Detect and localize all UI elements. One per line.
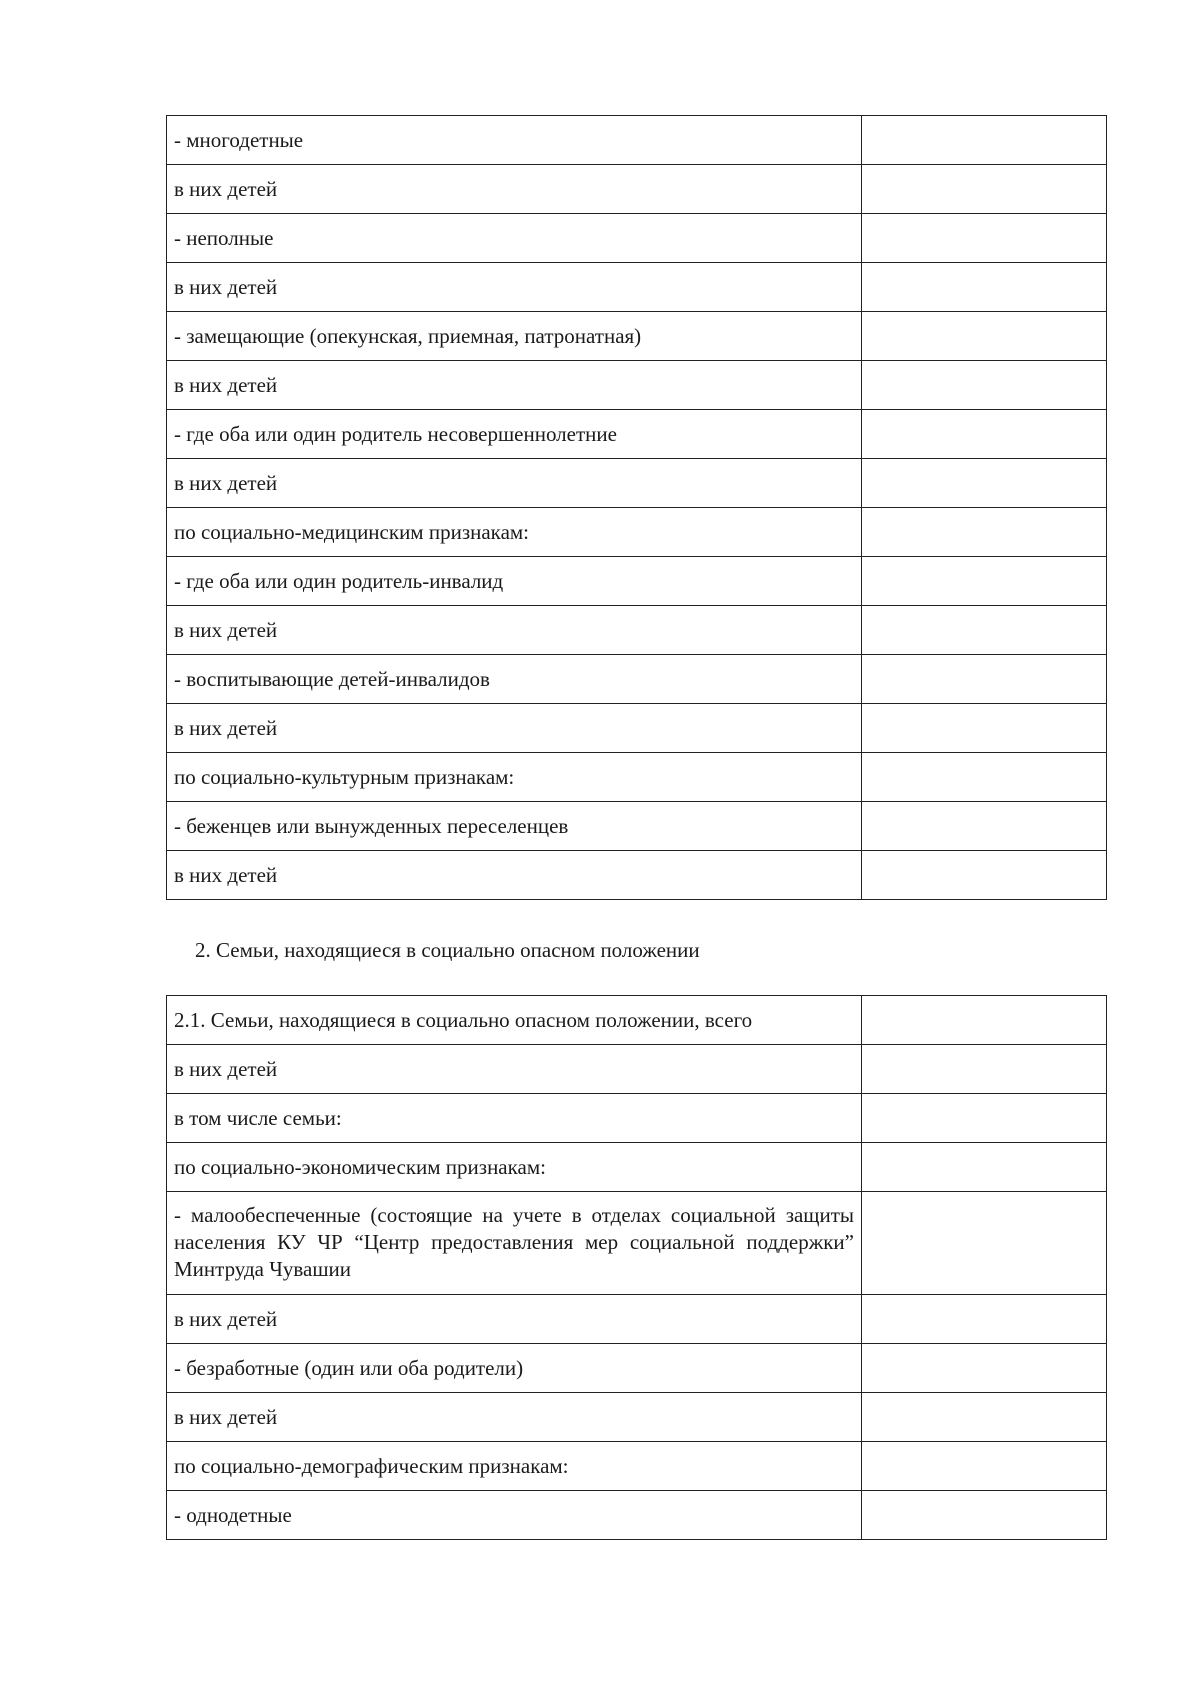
row-value-cell: [862, 704, 1107, 753]
table-row: [167, 361, 1107, 410]
table-row: [167, 1393, 1107, 1442]
row-value-cell: [862, 996, 1107, 1045]
row-value-cell: [862, 1295, 1107, 1344]
row-label: - беженцев или вынужденных переселенцев: [167, 802, 862, 851]
row-value-cell: [862, 1442, 1107, 1491]
row-value-cell: [862, 165, 1107, 214]
table-row: [167, 851, 1107, 900]
row-label: в них детей: [167, 361, 862, 410]
row-label: по социально-культурным признакам:: [167, 753, 862, 802]
row-label: - однодетные: [167, 1491, 862, 1540]
row-value-cell: [862, 1143, 1107, 1192]
table-row: [167, 1491, 1107, 1540]
row-value-cell: [862, 459, 1107, 508]
row-label: - многодетные: [167, 116, 862, 165]
row-label: - безработные (один или оба родители): [167, 1344, 862, 1393]
row-label: в них детей: [167, 606, 862, 655]
families-table-1: [166, 115, 1107, 900]
row-label: в них детей: [167, 263, 862, 312]
row-value-cell: [862, 1045, 1107, 1094]
row-label: по социально-экономическим признакам:: [167, 1143, 862, 1192]
row-value-cell: [862, 312, 1107, 361]
table-row: [167, 1094, 1107, 1143]
row-value-cell: [862, 802, 1107, 851]
row-value-cell: [862, 410, 1107, 459]
row-value-cell: [862, 1192, 1107, 1295]
table-row: [167, 165, 1107, 214]
table-row: [167, 1442, 1107, 1491]
row-value-cell: [862, 753, 1107, 802]
table-row: [167, 606, 1107, 655]
table-row: [167, 655, 1107, 704]
table-row: [167, 1045, 1107, 1094]
table-row: [167, 704, 1107, 753]
row-value-cell: [862, 606, 1107, 655]
table-row: [167, 1344, 1107, 1393]
table-row: [167, 557, 1107, 606]
row-label: - где оба или один родитель-инвалид: [167, 557, 862, 606]
table-row: [167, 116, 1107, 165]
row-label: - замещающие (опекунская, приемная, патронатная): [167, 312, 862, 361]
table-row: [167, 508, 1107, 557]
table-row: [167, 753, 1107, 802]
table-row: [167, 1143, 1107, 1192]
row-label: в них детей: [167, 1393, 862, 1442]
table-row: [167, 996, 1107, 1045]
row-label: в них детей: [167, 1295, 862, 1344]
table-row: [167, 312, 1107, 361]
row-value-cell: [862, 116, 1107, 165]
row-label: - малообеспеченные (состоящие на учете в отделах социальной защиты населения КУ ЧР “Центр предоставления мер социальной поддержки” Минтруда Чувашии: [167, 1192, 862, 1295]
row-value-cell: [862, 508, 1107, 557]
row-value-cell: [862, 361, 1107, 410]
row-label: в них детей: [167, 165, 862, 214]
row-value-cell: [862, 655, 1107, 704]
row-value-cell: [862, 1094, 1107, 1143]
table-row: [167, 214, 1107, 263]
row-value-cell: [862, 851, 1107, 900]
table-row: [167, 1295, 1107, 1344]
row-label: в них детей: [167, 1045, 862, 1094]
table-row: [167, 459, 1107, 508]
families-table-2: [166, 995, 1107, 1540]
table-row: [167, 1192, 1107, 1295]
row-value-cell: [862, 263, 1107, 312]
row-value-cell: [862, 1344, 1107, 1393]
row-label: - воспитывающие детей-инвалидов: [167, 655, 862, 704]
row-label: в них детей: [167, 851, 862, 900]
row-label: в них детей: [167, 704, 862, 753]
row-label: в том числе семьи:: [167, 1094, 862, 1143]
row-value-cell: [862, 1491, 1107, 1540]
table-row: [167, 410, 1107, 459]
row-label: 2.1. Семьи, находящиеся в социально опасном положении, всего: [167, 996, 862, 1045]
row-label: по социально-медицинским признакам:: [167, 508, 862, 557]
row-value-cell: [862, 214, 1107, 263]
row-label: - неполные: [167, 214, 862, 263]
row-label: - где оба или один родитель несовершеннолетние: [167, 410, 862, 459]
row-label: по социально-демографическим признакам:: [167, 1442, 862, 1491]
row-value-cell: [862, 1393, 1107, 1442]
table-row: [167, 263, 1107, 312]
section-2-heading: 2. Семьи, находящиеся в социально опасном положении: [195, 938, 700, 962]
row-label: в них детей: [167, 459, 862, 508]
table-row: [167, 802, 1107, 851]
row-value-cell: [862, 557, 1107, 606]
